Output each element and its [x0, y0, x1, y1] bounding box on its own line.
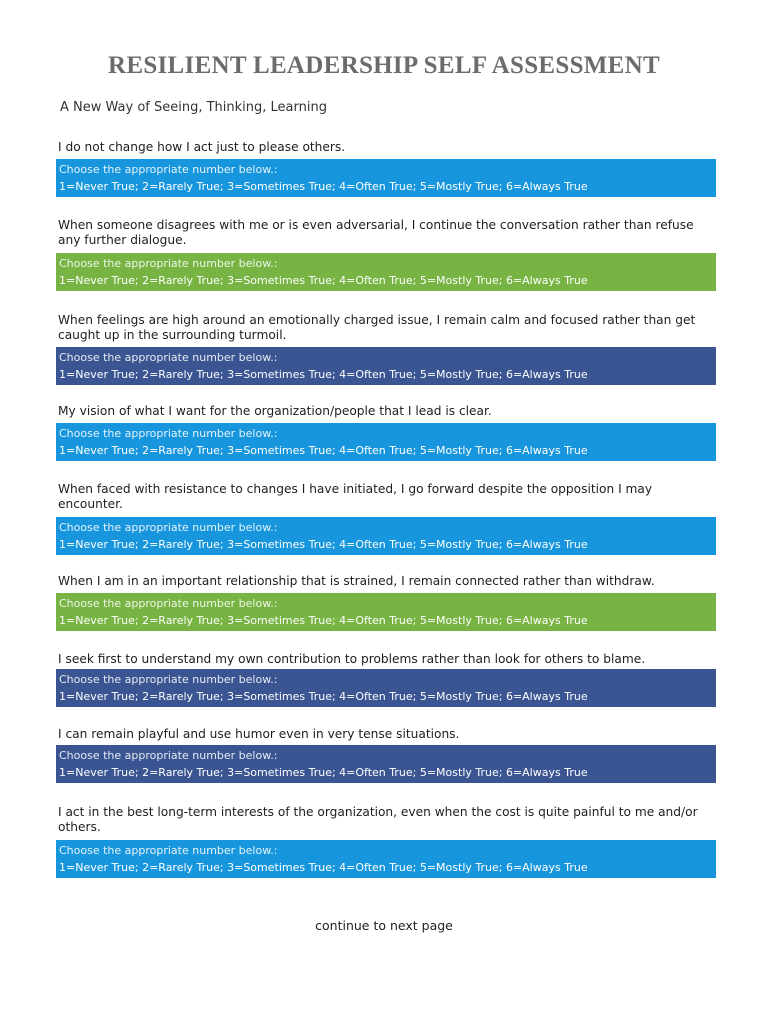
question-text: When faced with resistance to changes I have initiated, I go forward despite the opposition I may encounter.	[58, 482, 653, 511]
question-text: When I am in an important relationship that is strained, I remain connected rather than withdraw.	[58, 574, 655, 588]
answer-instruction: Choose the appropriate number below.:	[59, 351, 278, 364]
continue-note: continue to next page	[315, 918, 453, 933]
answer-instruction: Choose the appropriate number below.:	[59, 673, 278, 686]
answer-instruction: Choose the appropriate number below.:	[59, 521, 278, 534]
answer-box[interactable]	[56, 669, 716, 707]
answer-scale: 1=Never True; 2=Rarely True; 3=Sometimes True; 4=Often True; 5=Mostly True; 6=Always True	[59, 444, 588, 457]
answer-instruction: Choose the appropriate number below.:	[59, 163, 278, 176]
answer-scale: 1=Never True; 2=Rarely True; 3=Sometimes True; 4=Often True; 5=Mostly True; 6=Always True	[59, 538, 588, 551]
answer-scale: 1=Never True; 2=Rarely True; 3=Sometimes True; 4=Often True; 5=Mostly True; 6=Always True	[59, 274, 588, 287]
answer-box[interactable]	[56, 423, 716, 461]
answer-box[interactable]	[56, 253, 716, 291]
answer-box[interactable]	[56, 745, 716, 783]
question-text: I do not change how I act just to please others.	[58, 140, 346, 154]
answer-scale: 1=Never True; 2=Rarely True; 3=Sometimes True; 4=Often True; 5=Mostly True; 6=Always True	[59, 180, 588, 193]
answer-scale: 1=Never True; 2=Rarely True; 3=Sometimes True; 4=Often True; 5=Mostly True; 6=Always True	[59, 368, 588, 381]
answer-instruction: Choose the appropriate number below.:	[59, 257, 278, 270]
answer-scale: 1=Never True; 2=Rarely True; 3=Sometimes True; 4=Often True; 5=Mostly True; 6=Always True	[59, 766, 588, 779]
answer-scale: 1=Never True; 2=Rarely True; 3=Sometimes True; 4=Often True; 5=Mostly True; 6=Always True	[59, 861, 588, 874]
answer-box[interactable]	[56, 159, 716, 197]
answer-box[interactable]	[56, 840, 716, 878]
answer-scale: 1=Never True; 2=Rarely True; 3=Sometimes True; 4=Often True; 5=Mostly True; 6=Always True	[59, 690, 588, 703]
answer-box[interactable]	[56, 593, 716, 631]
question-text: My vision of what I want for the organization/people that I lead is clear.	[58, 404, 492, 418]
answer-instruction: Choose the appropriate number below.:	[59, 597, 278, 610]
question-text: When feelings are high around an emotionally charged issue, I remain calm and focused rather than get caught up in the surrounding turmoil.	[58, 313, 696, 342]
document-subtitle: A New Way of Seeing, Thinking, Learning	[60, 100, 327, 115]
answer-scale: 1=Never True; 2=Rarely True; 3=Sometimes True; 4=Often True; 5=Mostly True; 6=Always True	[59, 614, 588, 627]
question-text: When someone disagrees with me or is even adversarial, I continue the conversation rather than refuse any further dialogue.	[58, 218, 694, 247]
answer-box[interactable]	[56, 517, 716, 555]
question-text: I can remain playful and use humor even in very tense situations.	[58, 727, 460, 741]
answer-instruction: Choose the appropriate number below.:	[59, 427, 278, 440]
answer-instruction: Choose the appropriate number below.:	[59, 749, 278, 762]
question-text: I seek first to understand my own contribution to problems rather than look for others to blame.	[58, 652, 646, 666]
question-text: I act in the best long-term interests of the organization, even when the cost is quite painful to me and/or others.	[58, 805, 698, 834]
answer-box[interactable]	[56, 347, 716, 385]
document-title: RESILIENT LEADERSHIP SELF ASSESSMENT	[108, 52, 660, 79]
answer-instruction: Choose the appropriate number below.:	[59, 844, 278, 857]
